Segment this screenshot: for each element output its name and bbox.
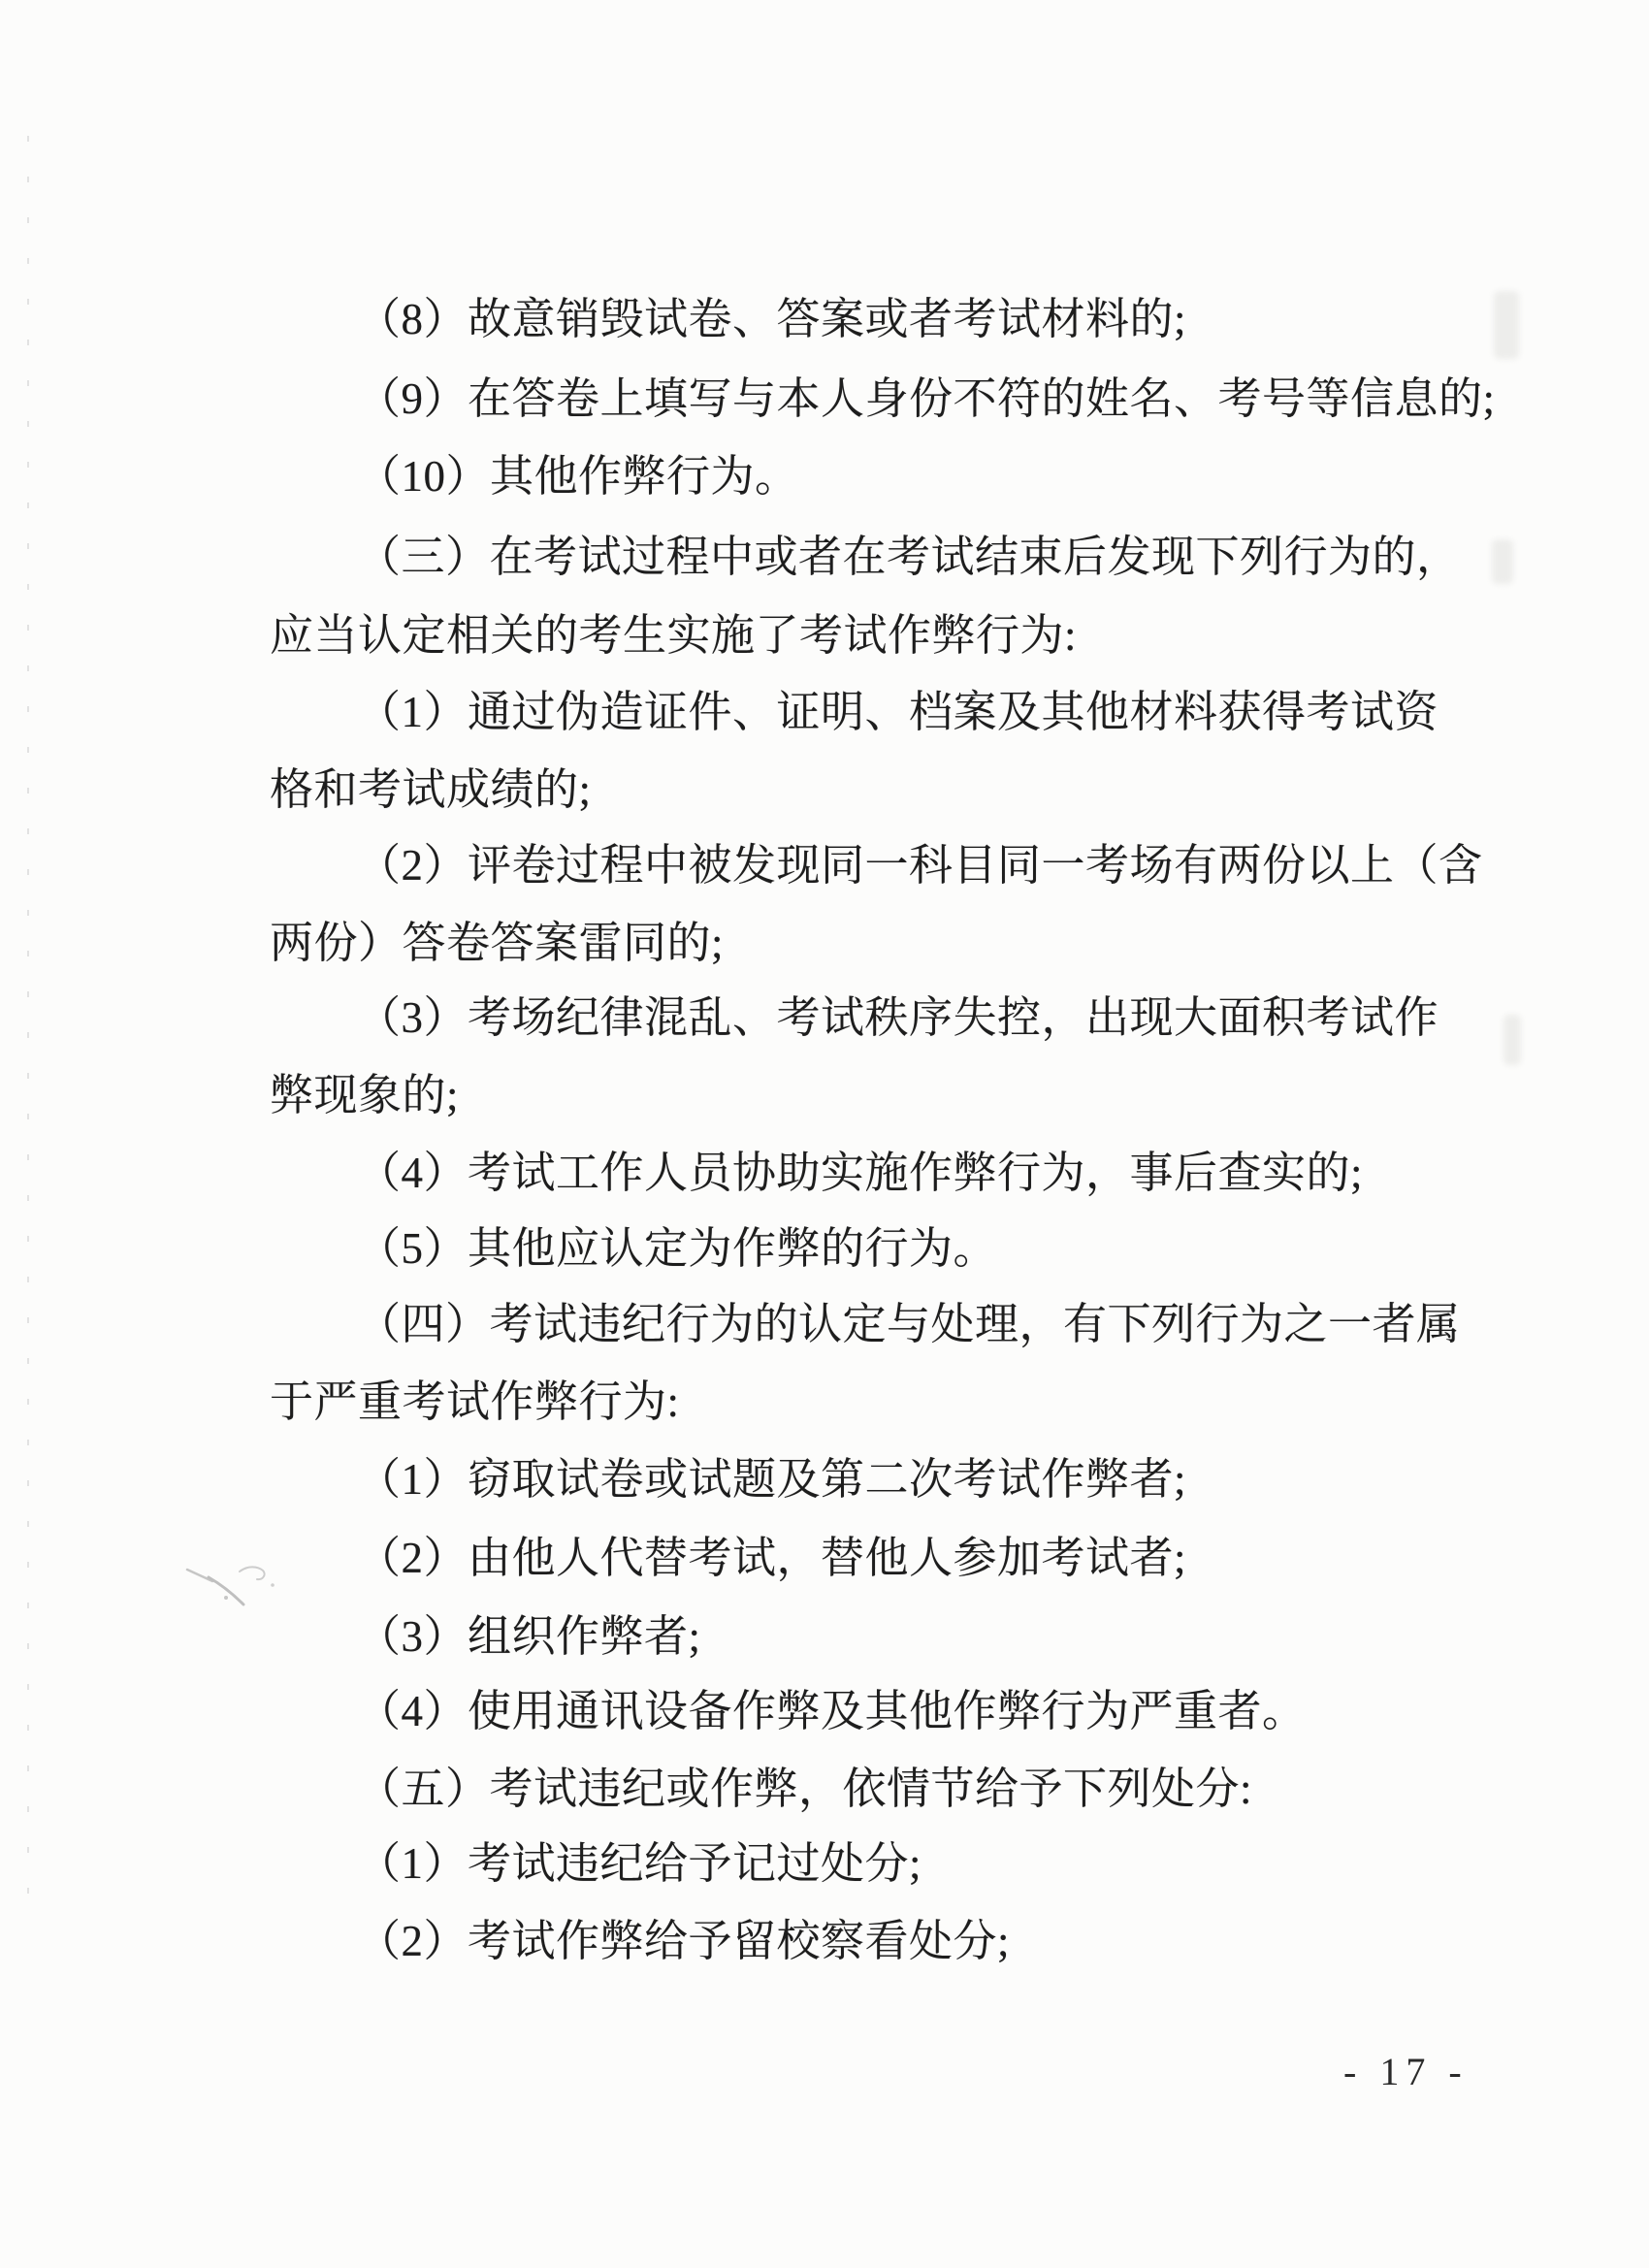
text-line: （5）其他应认定为作弊的行为。 [357, 1224, 998, 1273]
text-line: （8）故意销毁试卷、答案或者考试材料的; [357, 295, 1187, 343]
text-line: （4）使用通讯设备作弊及其他作弊行为严重者。 [357, 1687, 1307, 1735]
text-line: （4）考试工作人员协助实施作弊行为，事后查实的; [357, 1149, 1364, 1197]
text-line: 应当认定相关的考生实施了考试作弊行为: [270, 611, 1078, 660]
text-line: （9）在答卷上填写与本人身份不符的姓名、考号等信息的; [357, 374, 1496, 423]
text-line: （1）通过伪造证件、证明、档案及其他材料获得考试资 [357, 688, 1439, 736]
pencil-smudge-mark [179, 1544, 306, 1627]
bleed-through-mark [1494, 291, 1519, 359]
bleed-through-mark [1504, 1015, 1521, 1065]
text-line: （1）考试违纪给予记过处分; [357, 1839, 922, 1888]
text-line: 于严重考试作弊行为: [270, 1377, 680, 1426]
text-line: （2）由他人代替考试，替他人参加考试者; [357, 1534, 1187, 1582]
text-line: 弊现象的; [270, 1071, 460, 1119]
page-number: - 17 - [1343, 2050, 1469, 2093]
text-line: 两份）答卷答案雷同的; [270, 919, 725, 967]
bleed-through-mark [1492, 539, 1513, 584]
text-line: （三）在考试过程中或者在考试结束后发现下列行为的， [357, 533, 1461, 581]
text-line: （2）评卷过程中被发现同一科目同一考场有两份以上（含 [357, 841, 1483, 890]
text-line: （10）其他作弊行为。 [357, 452, 799, 501]
text-line: （四）考试违纪行为的认定与处理，有下列行为之一者属 [357, 1300, 1461, 1348]
scan-edge-artifact [27, 136, 29, 1921]
text-line: 格和考试成绩的; [270, 765, 592, 814]
text-line: （3）考场纪律混乱、考试秩序失控，出现大面积考试作 [357, 993, 1439, 1042]
text-line: （2）考试作弊给予留校察看处分; [357, 1917, 1011, 1965]
text-line: （五）考试违纪或作弊，依情节给予下列处分: [357, 1765, 1253, 1813]
text-line: （3）组织作弊者; [357, 1612, 701, 1661]
text-line: （1）窃取试卷或试题及第二次考试作弊者; [357, 1455, 1187, 1504]
